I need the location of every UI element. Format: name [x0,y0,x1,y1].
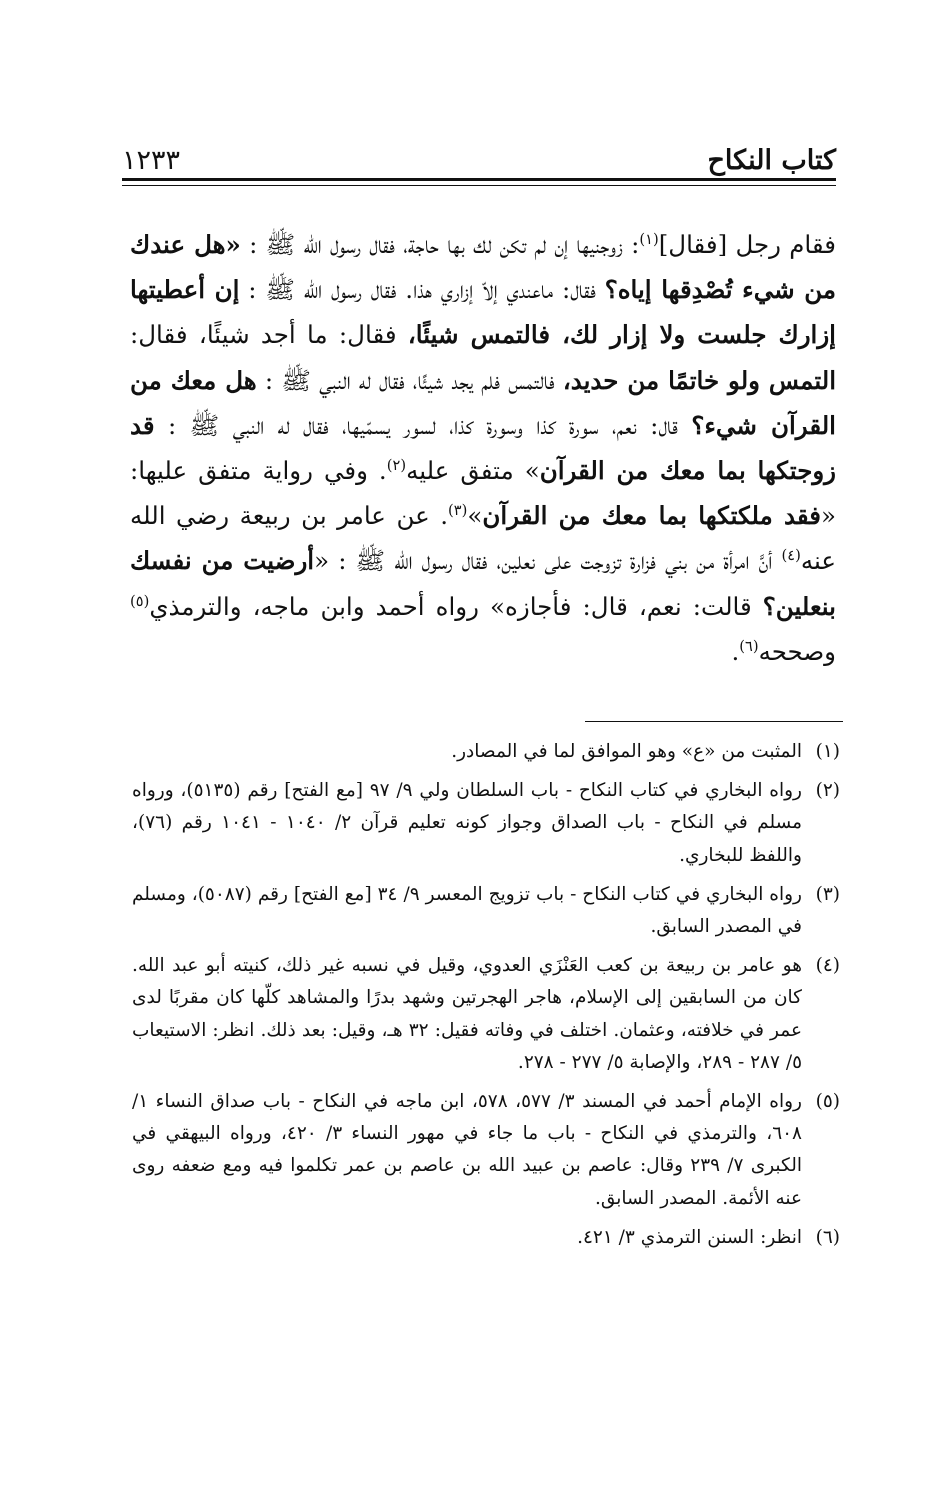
page-number: ١٢٣٣ [122,145,181,176]
footnote [132,950,840,1079]
footnote-text: انظر: السنن الترمذي ٣/ ٤٢١. [577,1226,802,1248]
running-head [122,132,836,176]
footnote-ref: (٥) [130,592,150,610]
footnote-ref: (٢) [386,456,407,474]
footnote-separator [585,721,843,722]
footnotes [132,736,840,1261]
text-segment: : زوجنيها إن لم تكن لك بها حاجة، فقال رسول الله ﷺ : [240,230,640,259]
book-title: كتاب النكاح [707,145,836,176]
footnote-text: المثبت من «ع» وهو الموافق لما في المصادر. [451,741,802,762]
hadith-quote: قد زوجتكها بما معك من القرآن [130,410,837,486]
header-rule-thick [122,178,836,181]
hadith-quote: أرضيت من نفسك بنعلين؟ [130,546,836,621]
footnote [132,1222,840,1254]
text-segment: قالت: نعم، قال: فأجازه» رواه أحمد وابن ماجه، والترمذي [149,591,763,621]
hadith-quote: إن أعطيتها إزارك جلست ولا إزار لك، فالتمس شيئًا، [130,275,836,350]
text-segment: » [467,501,483,531]
hadith-quote: فقد ملكتكها بما معك من القرآن [482,501,821,531]
footnote-number: (٥) [815,1091,840,1113]
footnote-ref: (١) [639,230,659,248]
text-segment: . [731,636,740,666]
footnote-ref: (٦) [739,637,759,655]
footnote-number: (٢) [815,780,840,802]
footnote-number: (٦) [815,1226,840,1248]
footnote-number: (٣) [815,883,840,905]
footnote-text: هو عامر بن ربيعة بن كعب العَنْزَي العدوي، وقيل في نسبه غير ذلك، كنيته أبو عبد الله. كان من السابقين إلى الإسلام، هاجر الهجرتين وشهد بدرًا والمشاهد كلّها كان مقربًا لدى عمر في خلافته، وعثمان. اختلف في وفاته فقيل: ٣٢ هـ، وقيل: بعد ذلك. انظر: الاستيعاب ٥/ ٢٨٧ - ٢٨٩، والإصابة ٥/ ٢٧٧ - ٢٧٨. [132,955,803,1073]
text-segment: فالتمس فلم يجد شيئًا، فقال له النبي ﷺ : [256,365,563,395]
hadith-quote: «هل عندك من شيء تُصْدِقها إياه؟ [130,230,836,305]
text-segment: فقام رجل [فقال] [658,230,836,259]
footnote [132,736,840,768]
footnote-number: (٤) [815,955,840,977]
text-segment: فقال: ماعندي إلاّ إزاري هذا. فقال رسول الله ﷺ : [239,275,605,305]
hadith-quote: هل معك من القرآن شيء؟ [130,365,836,440]
footnote [132,879,840,943]
text-segment: . عن عامر بن ربيعة رضي الله عنه [130,501,836,576]
text-segment: » متفق عليه [406,456,540,486]
footnote-ref: (٣) [448,502,468,520]
text-segment: أنَّ امرأة من بني فزارة تزوجت على نعلين، فقال رسول الله ﷺ : « [314,546,782,576]
footnote-text: رواه البخاري في كتاب النكاح - باب السلطان ولي ٩/ ٩٧ [مع الفتح] رقم (٥١٣٥)، ورواه مسلم في النكاح - باب الصداق وجواز كونه تعليم قرآن ٢/ ١٠٤٠ - ١٠٤١ رقم (٧٦)، واللفظ للبخاري. [132,780,802,866]
main-text-paragraph [130,222,836,674]
footnote [132,1086,840,1215]
footnote [132,775,840,872]
text-segment: . وفي رواية متفق عليها: « [130,456,836,531]
footnote-text: رواه البخاري في كتاب النكاح - باب تزويج المعسر ٩/ ٣٤ [مع الفتح] رقم (٥٠٨٧)، ومسلم في المصدر السابق. [132,883,802,938]
footnote-text: رواه الإمام أحمد في المسند ٣/ ٥٧٧، ٥٧٨، ابن ماجه في النكاح - باب صداق النساء ١/ ٦٠٨، والترمذي في النكاح - باب ما جاء في مهور النساء ٣/ ٤٢٠، ورواه البيهقي في الكبرى ٧/ ٢٣٩ وقال: عاصم بن عبيد الله بن عاصم بن عمر تكلموا فيه ومع ضعفه روى عنه الأئمة. المصدر السابق. [132,1091,802,1209]
text-segment: فقال: ما أجد شيئًا، فقال: [130,320,408,350]
text-segment: وصححه [758,636,836,666]
header-rule-thin [122,185,836,186]
footnote-number: (١) [815,741,840,762]
text-segment: قال: نعم، سورة كذا وسورة كذا، لسور يسمّيها، فقال له النبي ﷺ : [154,410,692,440]
footnote-ref: (٤) [781,547,801,565]
hadith-quote: التمس ولو خاتمًا من حديد، [562,365,836,395]
